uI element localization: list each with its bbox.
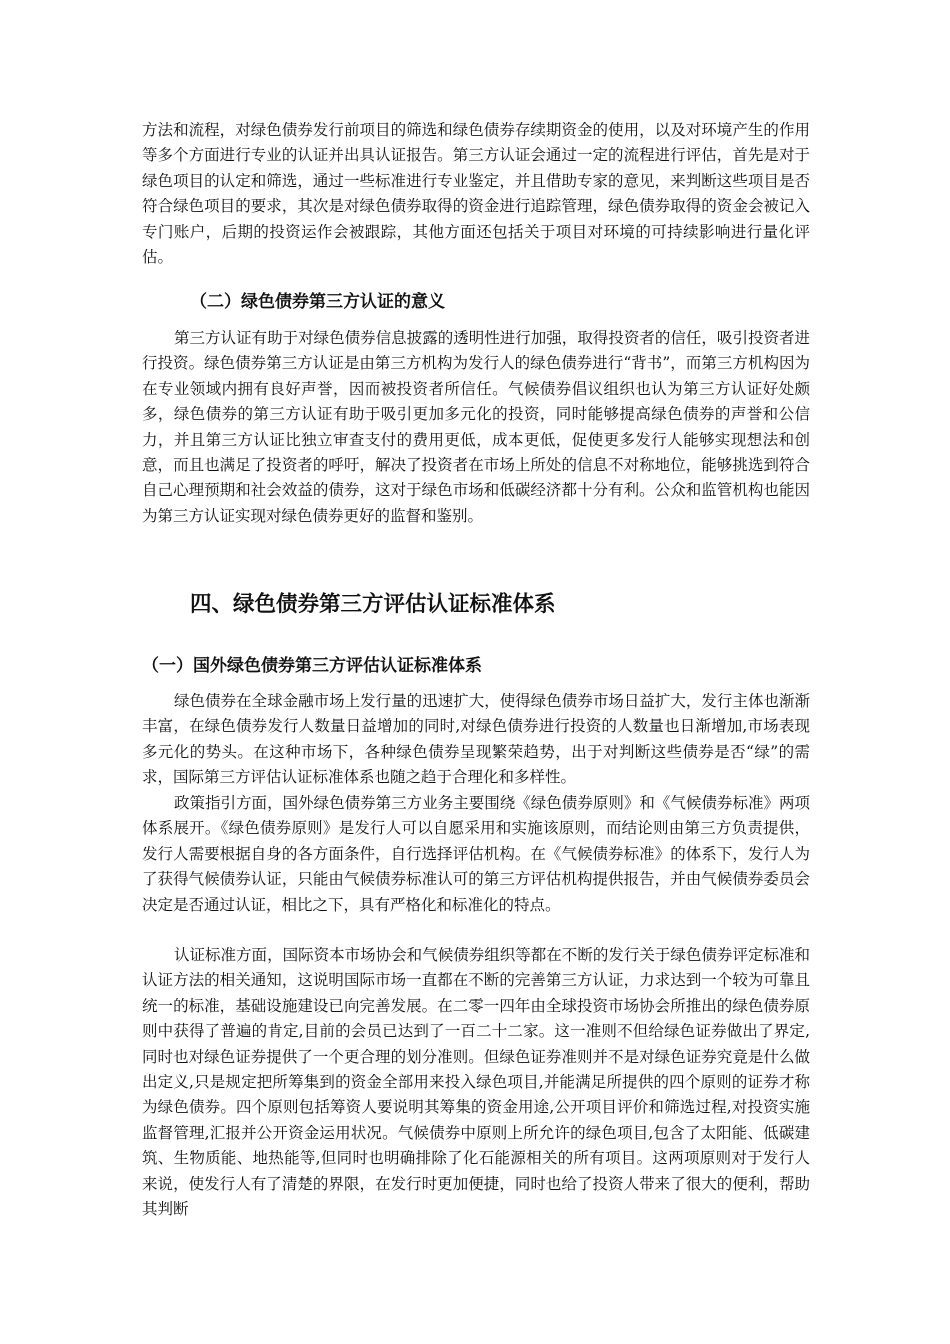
paragraph-market-growth: 绿色债券在全球金融市场上发行量的迅速扩大，使得绿色债券市场日益扩大，发行主体也渐渐丰富，在绿色债券发行人数量日益增加的同时,对绿色债券进行投资的人数量也日渐增加,市场表现多元化的势头。在这种市场下，各种绿色债券呈现繁荣趋势，出于对判断这些债券是否“绿”的需求，国际第三方评估认证标准体系也随之趋于合理化和多样性。 xyxy=(142,692,810,787)
section-heading-foreign-system: （一）国外绿色债券第三方评估认证标准体系 xyxy=(142,656,482,676)
chapter-heading-standard-system: 四、绿色债券第三方评估认证标准体系 xyxy=(190,592,556,617)
paragraph-certification-standards: 认证标准方面，国际资本市场协会和气候债券组织等都在不断的发行关于绿色债券评定标准和认证方法的相关通知，这说明国际市场一直都在不断的完善第三方认证，力求达到一个较为可靠且统一的标准，基础设施建设已向完善发展。在二零一四年由全球投资市场协会所推出的绿色债券原则中获得了普遍的肯定,目前的会员已达到了一百二十二家。这一准则不但给绿色证券做出了界定,同时也对绿色证券提供了一个更合理的划分准则。但绿色证券准则并不是对绿色证券究竟是什么做出定义,只是规定把所筹集到的资金全部用来投入绿色项目,并能满足所提供的四个原则的证券才称为绿色债券。四个原则包括筹资人要说明其筹集的资金用途,公开项目评价和筛选过程,对投资实施监督管理,汇报并公开资金运用状况。气候债券中原则上所允许的绿色项目,包含了太阳能、低碳建筑、生物质能、地热能等,但同时也明确排除了化石能源相关的所有项目。这两项原则对于发行人来说，使发行人有了清楚的界限，在发行时更加便捷，同时也给了投资人带来了很大的便利，帮助其判断 xyxy=(142,946,810,1219)
section-heading-significance: （二）绿色债券第三方认证的意义 xyxy=(190,292,445,312)
paragraph-policy-guidance: 政策指引方面，国外绿色债券第三方业务主要围绕《绿色债券原则》和《气候债券标准》两项体系展开。《绿色债券原则》是发行人可以自愿采用和实施该原则，而结论则由第三方负责提供，发行人需要根据自身的各方面条件，自行选择评估机构。在《气候债券标准》的体系下，发行人为了获得气候债券认证，只能由气候债券标准认可的第三方评估机构提供报告，并由气候债券委员会决定是否通过认证，相比之下，具有严格化和标准化的特点。 xyxy=(142,794,810,914)
paragraph-certification-process: 方法和流程，对绿色债券发行前项目的筛选和绿色债券存续期资金的使用，以及对环境产生的作用等多个方面进行专业的认证并出具认证报告。第三方认证会通过一定的流程进行评估，首先是对于绿色项目的认定和筛选，通过一些标准进行专业鉴定，并且借助专家的意见，来判断这些项目是否符合绿色项目的要求，其次是对绿色债券取得的资金进行追踪管理，绿色债券取得的资金会被记入专门账户，后期的投资运作会被跟踪，其他方面还包括关于项目对环境的可持续影响进行量化评估。 xyxy=(142,121,810,267)
paragraph-significance: 第三方认证有助于对绿色债券信息披露的透明性进行加强，取得投资者的信任，吸引投资者进行投资。绿色债券第三方认证是由第三方机构为发行人的绿色债券进行“背书”，而第三方机构因为在专业领域内拥有良好声誉，因而被投资者所信任。气候债券倡议组织也认为第三方认证好处颇多，绿色债券的第三方认证有助于吸引更加多元化的投资，同时能够提高绿色债券的声誉和公信力，并且第三方认证比独立审查支付的费用更低，成本更低，促使更多发行人能够实现想法和创意，而且也满足了投资者的呼吁，解决了投资者在市场上所处的信息不对称地位，能够挑选到符合自己心理预期和社会效益的债券，这对于绿色市场和低碳经济都十分有利。公众和监管机构也能因为第三方认证实现对绿色债券更好的监督和鉴别。 xyxy=(142,329,810,525)
